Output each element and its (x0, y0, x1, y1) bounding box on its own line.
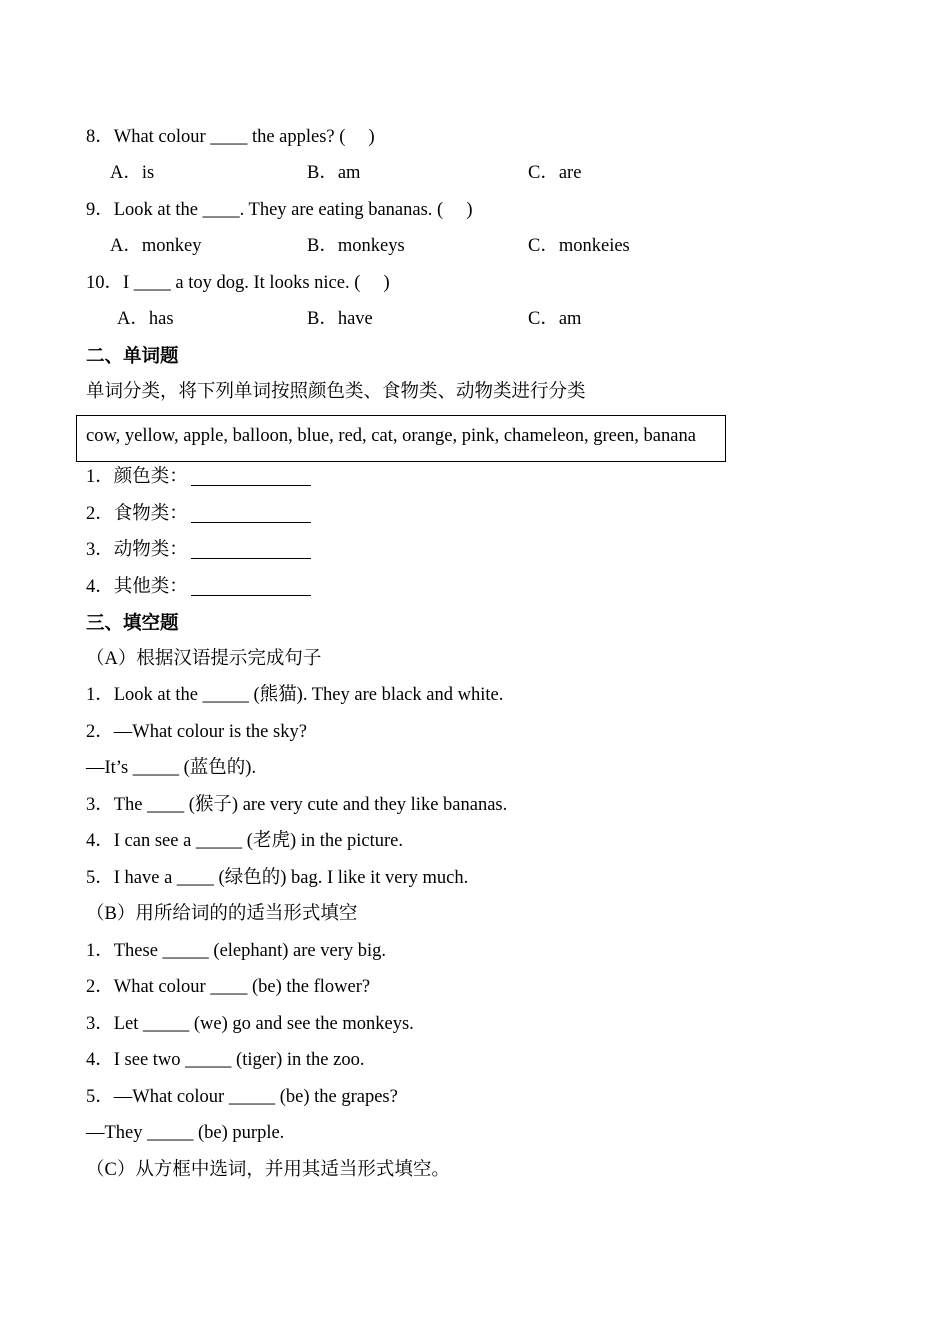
section-2-title: 二、单词题 (86, 347, 179, 367)
q10-option-a: A．has (117, 309, 174, 329)
q10-option-c: C．am (528, 309, 582, 329)
q8-option-a: A．is (110, 163, 155, 183)
section-3-title: 三、填空题 (86, 614, 179, 634)
category-animal-label: 3．动物类： (86, 540, 188, 560)
category-food-blank[interactable] (191, 522, 311, 523)
word-box-text: cow, yellow, apple, balloon, blue, red, cat, orange, pink, chameleon, green, banana (86, 426, 696, 446)
part-b-title: （B）用所给词的的适当形式填空 (86, 904, 358, 924)
part-b-item-4: 4．I see two _____ (tiger) in the zoo. (86, 1050, 365, 1070)
question-8: 8．What colour ____ the apples? ( ) (86, 127, 375, 147)
part-a-item-4: 4．I can see a _____ (老虎) in the picture. (86, 831, 403, 851)
q9-option-a: A．monkey (110, 236, 202, 256)
category-animal-blank[interactable] (191, 558, 311, 559)
category-other-blank[interactable] (191, 595, 311, 596)
part-b-item-5-answer: —They _____ (be) purple. (86, 1123, 285, 1143)
part-b-item-5: 5．—What colour _____ (be) the grapes? (86, 1087, 398, 1107)
q8-option-b: B．am (307, 163, 361, 183)
part-b-item-2: 2．What colour ____ (be) the flower? (86, 977, 371, 997)
question-10: 10．I ____ a toy dog. It looks nice. ( ) (86, 273, 390, 293)
q9-option-b: B．monkeys (307, 236, 405, 256)
q10-option-b: B．have (307, 309, 373, 329)
category-color-label: 1．颜色类： (86, 467, 188, 487)
part-a-item-2-answer: —It’s _____ (蓝色的). (86, 758, 257, 778)
category-other-label: 4．其他类： (86, 577, 188, 597)
part-a-title: （A）根据汉语提示完成句子 (86, 649, 322, 669)
q8-option-c: C．are (528, 163, 582, 183)
category-food-label: 2．食物类： (86, 504, 188, 524)
q9-option-c: C．monkeies (528, 236, 630, 256)
part-b-item-1: 1．These _____ (elephant) are very big. (86, 941, 387, 961)
section-2-instruction: 单词分类，将下列单词按照颜色类、食物类、动物类进行分类 (86, 382, 586, 402)
part-c-title: （C）从方框中选词，并用其适当形式填空。 (86, 1160, 450, 1180)
part-a-item-5: 5．I have a ____ (绿色的) bag. I like it very much. (86, 868, 469, 888)
part-a-item-3: 3．The ____ (猴子) are very cute and they like bananas. (86, 795, 508, 815)
part-a-item-1: 1．Look at the _____ (熊猫). They are black and white. (86, 685, 504, 705)
word-box (76, 415, 726, 462)
category-color-blank[interactable] (191, 485, 311, 486)
question-9: 9．Look at the ____. They are eating bananas. ( ) (86, 200, 473, 220)
part-b-item-3: 3．Let _____ (we) go and see the monkeys. (86, 1014, 414, 1034)
part-a-item-2: 2．—What colour is the sky? (86, 722, 307, 742)
